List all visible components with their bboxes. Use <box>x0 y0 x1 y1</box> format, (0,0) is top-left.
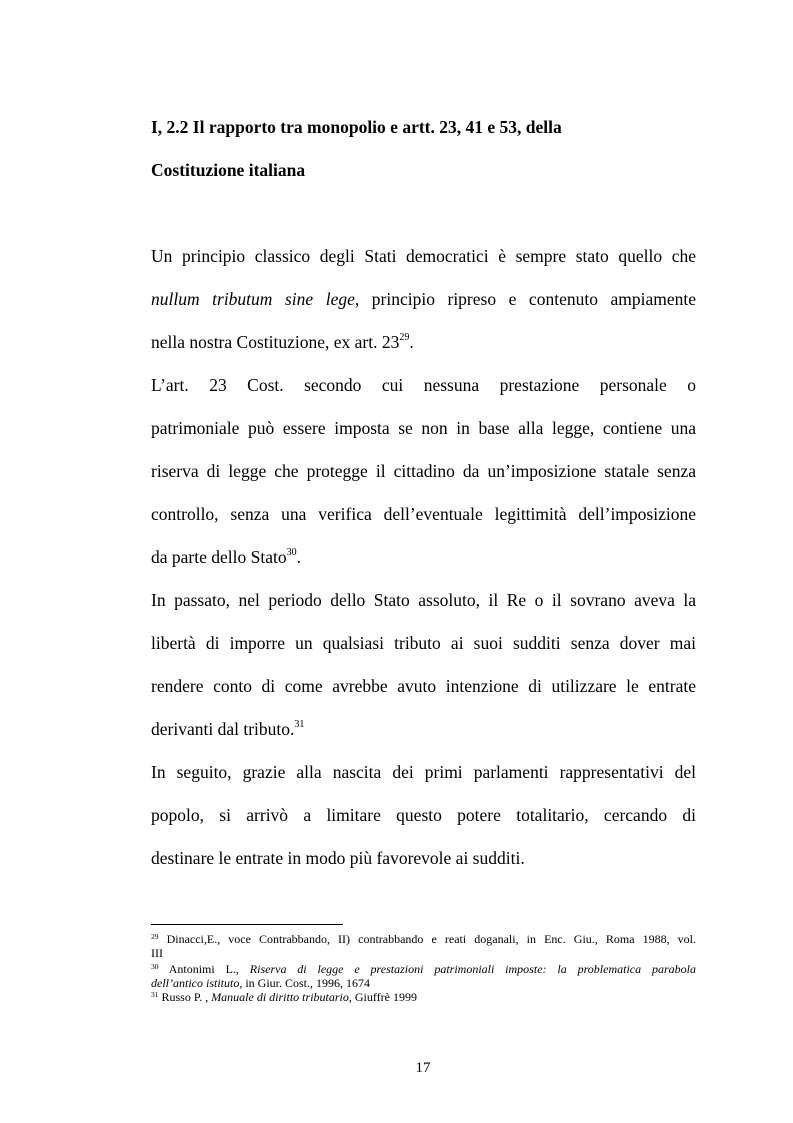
body-line: derivanti dal tributo.$^{31}$ <box>151 719 305 739</box>
page-number: 17 <box>415 1060 431 1076</box>
footnote-ref: 30 <box>286 547 297 558</box>
footnote-31: $^{31}$ Russo P. , Manuale di diritto tributario, Giuffrè 1999 <box>151 990 417 1004</box>
footnote-30-continued: dell’antico istituto, in Giur. Cost., 1996, 1674 <box>151 976 371 990</box>
body-line: In passato, nel periodo dello Stato assoluto, il Re o il sovrano aveva la <box>151 590 696 610</box>
latin-phrase: nullum tributum sine lege <box>151 289 355 309</box>
body-line: L’art. 23 Cost. secondo cui nessuna prestazione personale o <box>151 375 696 395</box>
body-line: libertà di imporre un qualsiasi tributo ai suoi sudditi senza dover mai <box>151 633 696 653</box>
footnote-ref: 31 <box>294 719 305 730</box>
section-heading-continued: Costituzione italiana <box>151 160 306 180</box>
footnote-30: $^{30}$ Antonimi L., Riserva di legge e prestazioni patrimoniali imposte: la problematica parabola <box>151 962 696 976</box>
body-line: riserva di legge che protegge il cittadino da un’imposizione statale senza <box>151 461 696 481</box>
body-line: popolo, si arrivò a limitare questo potere totalitario, cercando di <box>151 805 696 825</box>
body-line: rendere conto di come avrebbe avuto intenzione di utilizzare le entrate <box>151 676 696 696</box>
footnote-29: $^{29}$ Dinacci,E., voce Contrabbando, II) contrabbando e reati doganali, in Enc. Giu., Roma 1988, vol. <box>151 932 696 946</box>
footnote-29-continued: III <box>151 946 163 960</box>
body-line: Un principio classico degli Stati democratici è sempre stato quello che <box>151 246 696 266</box>
body-line: In seguito, grazie alla nascita dei primi parlamenti rappresentativi del <box>151 762 696 782</box>
body-line: da parte dello Stato$^{30}$. <box>151 547 301 567</box>
body-line: destinare le entrate in modo più favorevole ai sudditi. <box>151 848 525 868</box>
body-line: patrimoniale può essere imposta se non in base alla legge, contiene una <box>151 418 696 438</box>
body-line: controllo, senza una verifica dell’eventuale legittimità dell’imposizione <box>151 504 696 524</box>
body-line: nullum tributum sine lege, principio ripreso e contenuto ampiamente <box>151 289 696 309</box>
section-heading: I, 2.2 Il rapporto tra monopolio e artt. 23, 41 e 53, della <box>151 117 562 137</box>
footnote-separator <box>151 924 343 925</box>
body-line: nella nostra Costituzione, ex art. $23^{29}$. <box>151 332 414 352</box>
footnote-ref: 29 <box>399 332 410 343</box>
